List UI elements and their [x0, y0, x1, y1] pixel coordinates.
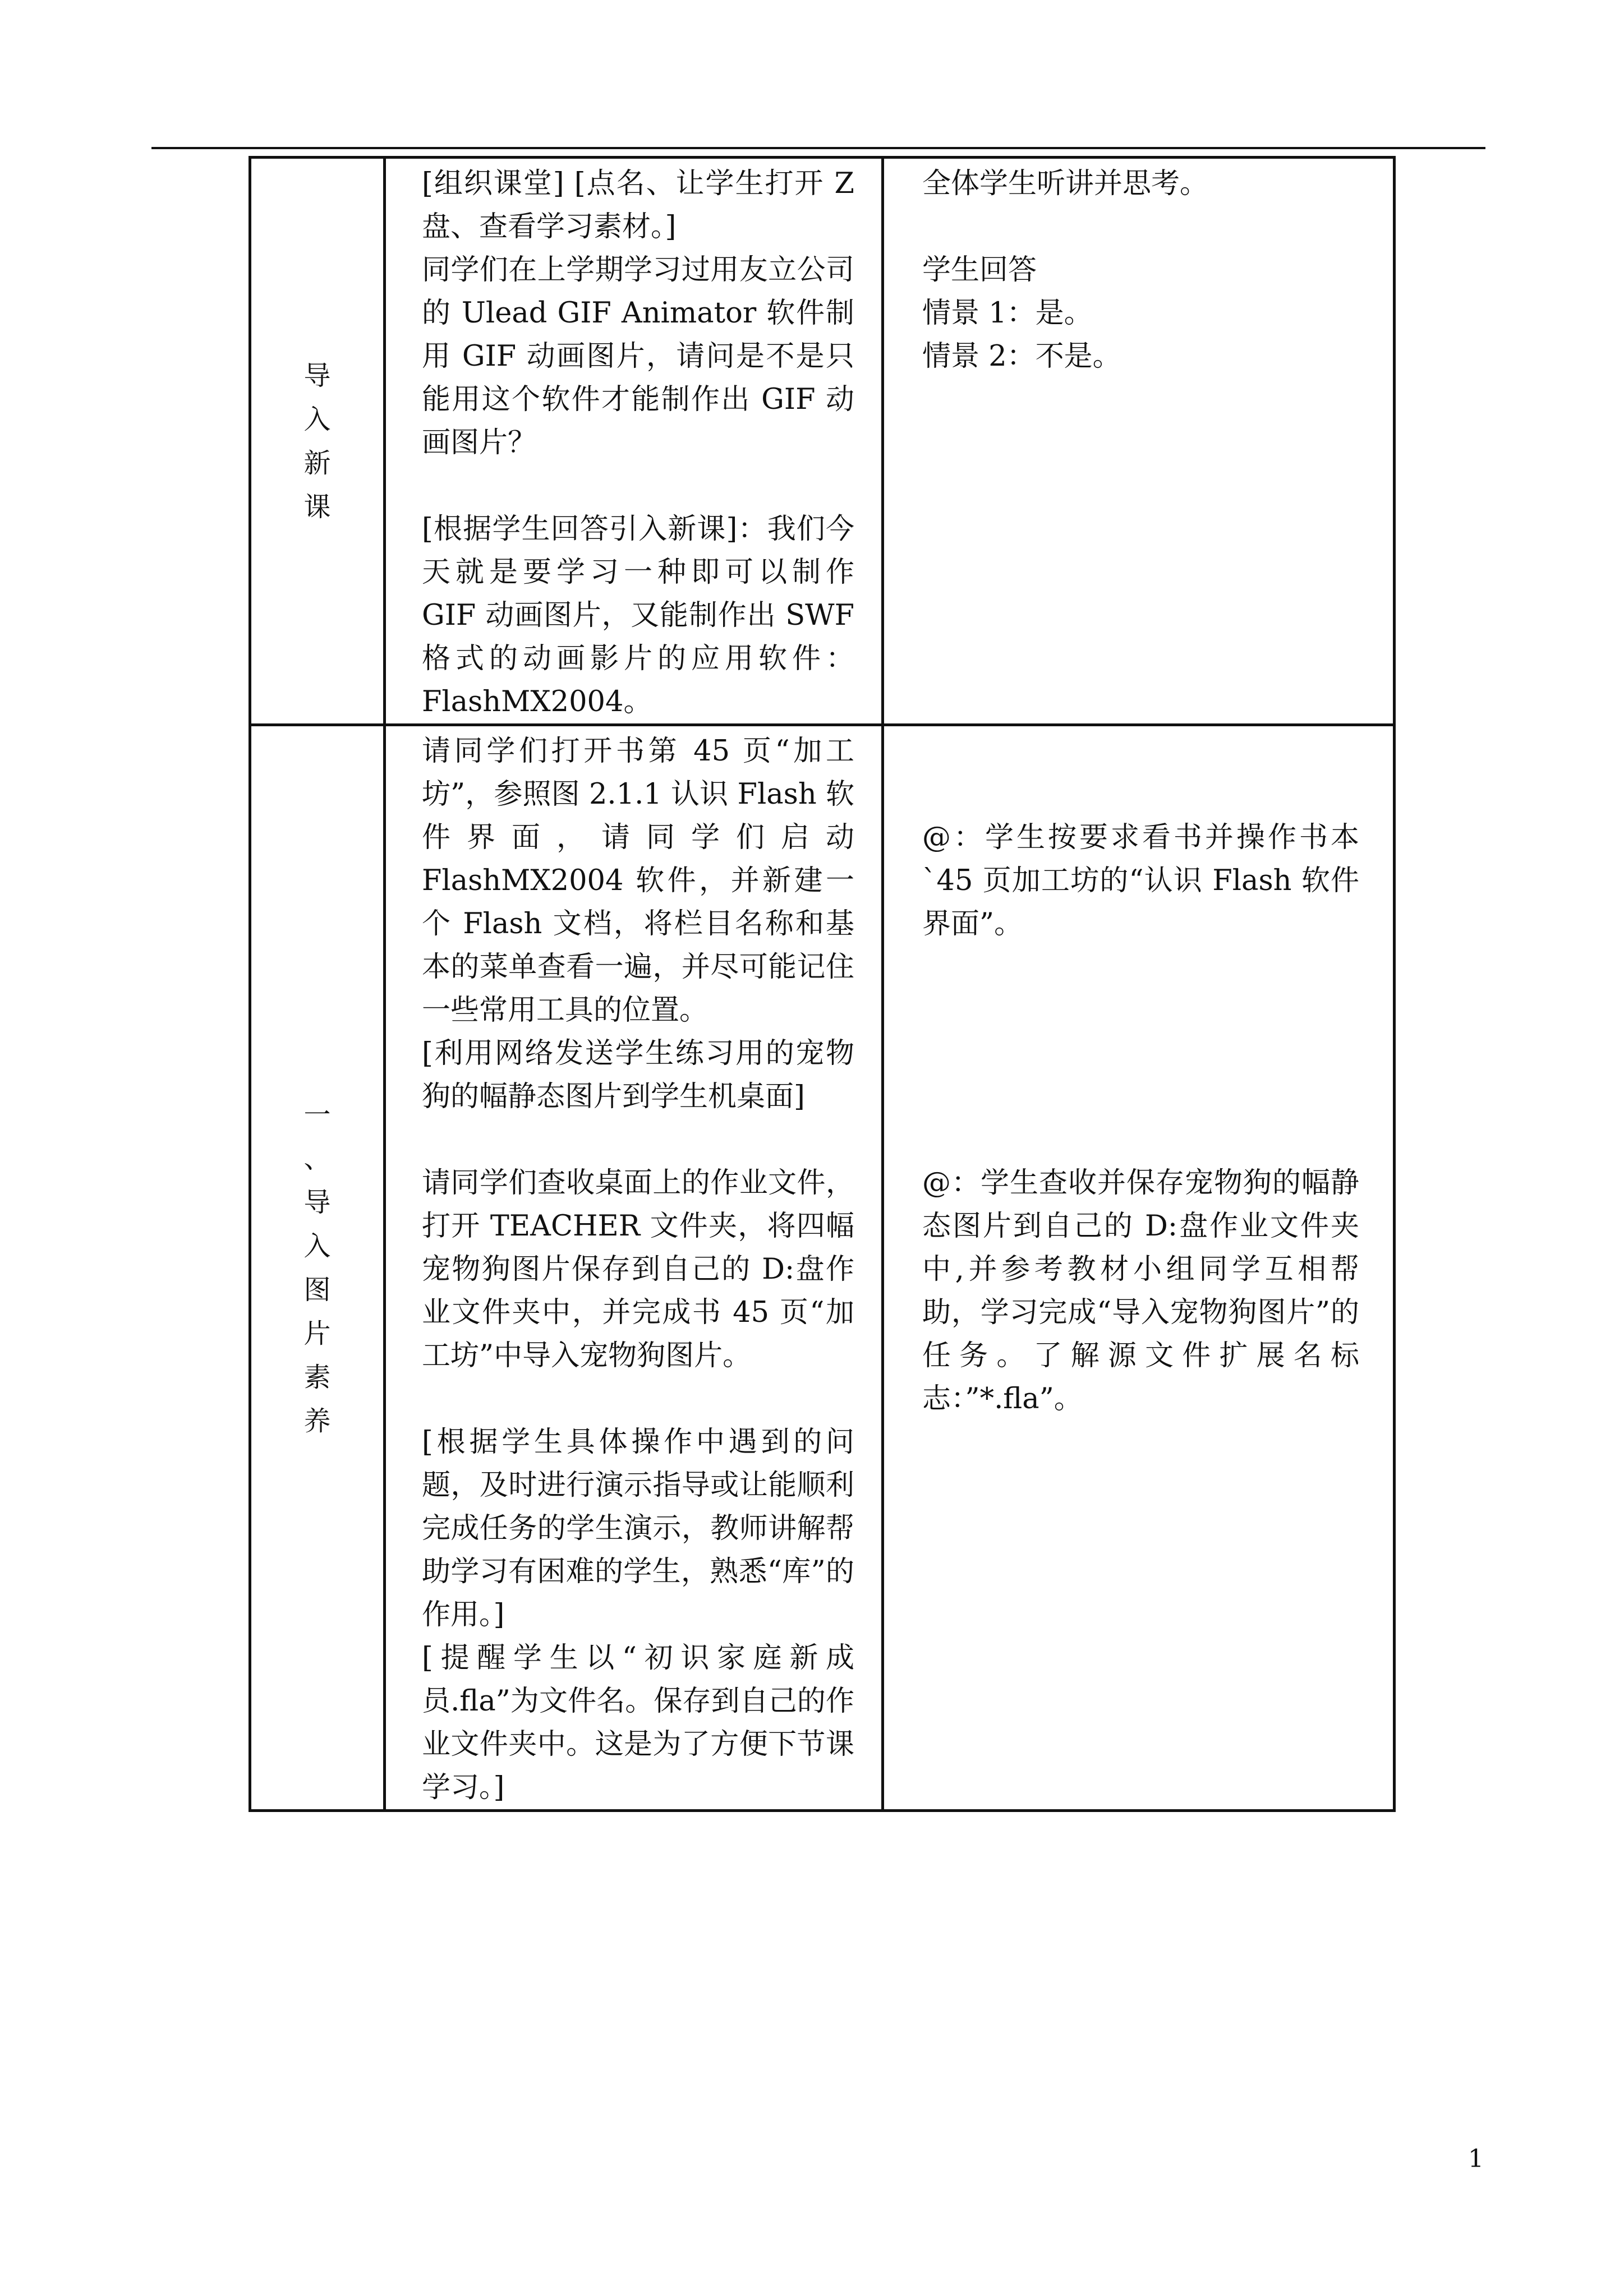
- paragraph: 学生回答: [922, 253, 1037, 287]
- teacher-activity-cell: [385, 158, 883, 725]
- paragraph: 同学们在上学期学习过用友立公司的 Ulead GIF Animator 软件制用 GIF 动画图片，请问是不是只能用这个软件才能制作出 GIF 动画图片？: [422, 253, 854, 459]
- paragraph: [组织课堂] [点名、让学生打开 Z 盘、查看学习素材。]: [422, 167, 854, 243]
- section-label-cell: [250, 725, 385, 1811]
- paragraph: [利用网络发送学生练习用的宠物狗的幅静态图片到学生机桌面]: [422, 1037, 854, 1113]
- header-rule: [151, 147, 1485, 149]
- paragraph: 情景 2：不是。: [922, 340, 1121, 373]
- paragraph: @：学生查收并保存宠物狗的幅静态图片到自己的 D:盘作业文件夹中,并参考教材小组同学互相帮助，学习完成“导入宠物狗图片”的任务。了解源文件扩展名标志：”*.fla”。: [922, 1167, 1359, 1416]
- student-activity-cell: [883, 725, 1395, 1811]
- section-label: 导 入 新 课: [303, 359, 331, 523]
- paragraph: 请同学们打开书第 45 页“加工坊”，参照图 2.1.1 认识 Flash 软件界面，请同学们启动 FlashMX2004 软件，并新建一个 Flash 文档，将栏目名称和基本的菜单查看一遍，并尽可能记住一些常用工具的位置。: [422, 735, 854, 1027]
- student-activity-cell: [883, 158, 1395, 725]
- table-row: [250, 158, 1395, 725]
- paragraph: 全体学生听讲并思考。: [922, 167, 1209, 200]
- section-label-cell: [250, 158, 385, 725]
- paragraph: 请同学们查收桌面上的作业文件，打开 TEACHER 文件夹，将四幅宠物狗图片保存到自己的 D:盘作业文件夹中，并完成书 45 页“加工坊”中导入宠物狗图片。: [422, 1167, 854, 1372]
- table-row: [250, 725, 1395, 1811]
- paragraph: [根据学生具体操作中遇到的问题，及时进行演示指导或让能顺利完成任务的学生演示，教师讲解帮助学习有困难的学生，熟悉“库”的作用。]: [422, 1426, 854, 1631]
- section-label: 一 、 导 入 图 片 素 养: [303, 1099, 331, 1437]
- page-number: 1: [1468, 2145, 1484, 2173]
- teacher-activity-cell: [385, 725, 883, 1811]
- paragraph: [提醒学生以“初识家庭新成员.fla”为文件名。保存到自己的作业文件夹中。这是为了方便下节课学习。]: [422, 1642, 854, 1804]
- paragraph: 情景 1：是。: [922, 297, 1093, 330]
- paragraph: @：学生按要求看书并操作书本`45 页加工坊的“认识 Flash 软件界面”。: [922, 821, 1359, 940]
- paragraph: [根据学生回答引入新课]：我们今天就是要学习一种即可以制作 GIF 动画图片，又能制作出 SWF 格式的动画影片的应用软件：FlashMX2004。: [422, 513, 854, 718]
- lesson-plan-table: [249, 156, 1396, 1812]
